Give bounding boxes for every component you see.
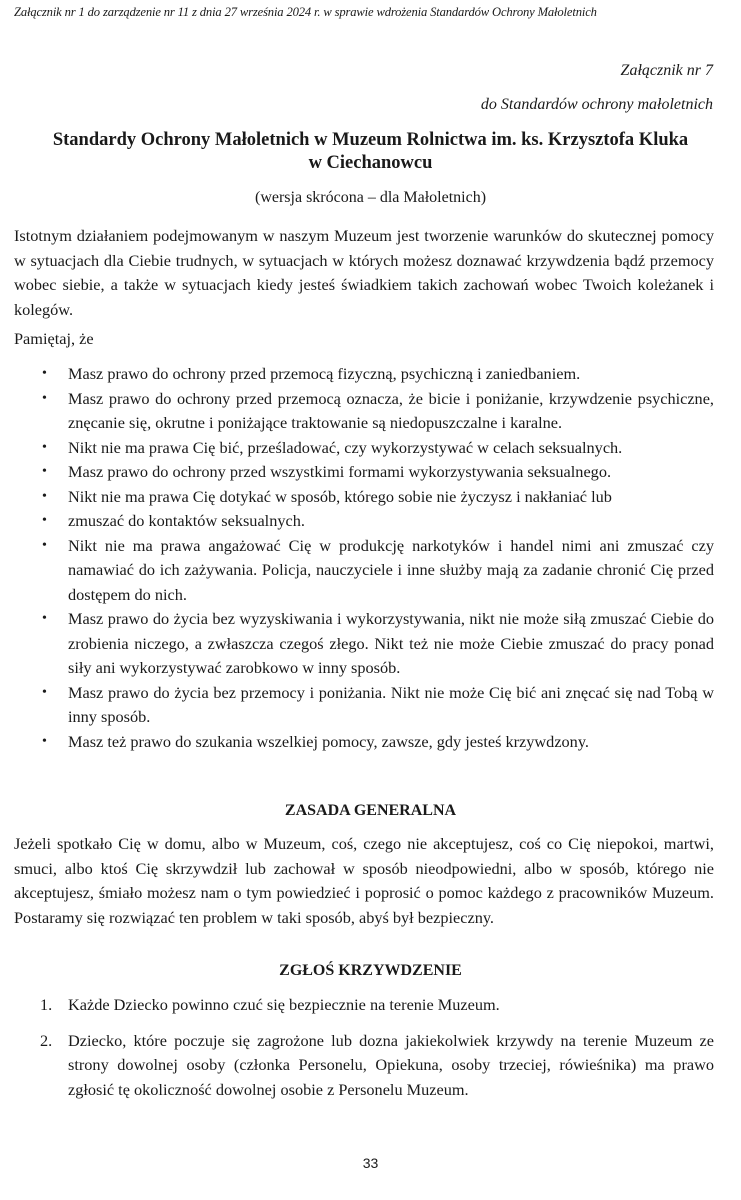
rights-list-item: • Masz prawo do ochrony przed przemocą oznacza, że bicie i poniżanie, krzywdzenie psychiczne, znęcanie się, okrutne i poniżające traktowanie są niedopuszczalne i karalne.	[42, 388, 714, 432]
rights-list-item: • Nikt nie ma prawa angażować Cię w produkcję narkotyków i handel nimi ani zmuszać czy namawiać do ich zażywania. Policja, nauczyciele i inne służby mają za zadanie chronić Cię przed dostępem do nich.	[42, 535, 714, 604]
document-subtitle: (wersja skrócona – dla Małoletnich)	[254, 189, 487, 206]
page-number: 33	[362, 1155, 379, 1171]
bullet-icon: •	[42, 684, 47, 700]
rights-list-item: • Nikt nie ma prawa Cię bić, prześladować, czy wykorzystywać w celach seksualnych.	[14, 436, 714, 461]
rights-list	[14, 362, 714, 754]
rights-list-item: • Masz prawo do ochrony przed przemocą fizyczną, psychiczną i zaniedbaniem.	[14, 362, 714, 387]
rights-list-item: • Masz też prawo do szukania wszelkiej pomocy, zawsze, gdy jesteś krzywdzony.	[14, 730, 714, 755]
rights-list-item: • Masz prawo do życia bez wyzyskiwania i wykorzystywania, nikt nie może siłą zmuszać Ciebie do zrobienia niczego, a zwłaszcza czegoś złego. Nikt też nie może Ciebie zmuszać do pracy ponad siły ani wykorzystywać zarobkowo w inny sposób.	[42, 609, 714, 677]
bullet-icon: •	[42, 488, 47, 504]
bullet-icon: •	[42, 513, 47, 528]
bullet-icon: •	[42, 439, 47, 455]
list-number: 1.	[40, 995, 53, 1014]
bullet-icon: •	[42, 390, 47, 406]
bullet-icon: •	[42, 464, 47, 479]
general-rule-heading: ZASADA GENERALNA	[284, 802, 457, 819]
list-number: 2.	[40, 1030, 53, 1050]
annex-reference: do Standardów ochrony małoletnich	[480, 96, 713, 113]
document-title	[0, 129, 741, 175]
annex-number: Załącznik nr 7	[620, 62, 713, 79]
rights-list-item: • Nikt nie ma prawa Cię dotykać w sposób, którego sobie nie życzysz i nakłaniać lub	[14, 485, 714, 510]
general-rule-paragraph: Jeżeli spotkało Cię w domu, albo w Muzeum, coś, czego nie akceptujesz, coś co Cię niepokoi, martwi, smuci, albo ktoś Cię skrzywdził lub zachował w sposób nieodpowiedni, albo w sposób, którego nie akceptujesz, śmiało możesz nam o tym powiedzieć i poprosić o pomoc każdego z pracowników Muzeum. Postaramy się rozwiązać ten problem w taki sposób, abyś był bezpieczny.	[14, 834, 714, 927]
bullet-icon: •	[42, 733, 47, 749]
bullet-icon: •	[42, 611, 47, 626]
bullet-icon: •	[42, 366, 47, 381]
rights-list-item: • zmuszać do kontaktów seksualnych.	[14, 509, 714, 534]
rights-list-item: • Masz prawo do ochrony przed wszystkimi formami wykorzystywania seksualnego.	[14, 460, 714, 485]
rights-list-item: • Masz prawo do życia bez przemocy i poniżania. Nikt nie może Cię bić ani znęcać się nad Tobą w inny sposób.	[42, 682, 714, 726]
report-list-item: 2. Dziecko, które poczuje się zagrożone lub dozna jakiekolwiek krzywdy na terenie Muzeum ze strony dowolnej osoby (członka Personelu, Opiekuna, osoby trzeciej, rówieśnika) ma prawo zgłosić tę okoliczność dowolnej osobie z Personelu Muzeum.	[40, 1030, 714, 1099]
bullet-icon: •	[42, 537, 47, 553]
report-list-item: 1. Każde Dziecko powinno czuć się bezpiecznie na terenie Muzeum.	[14, 993, 714, 1018]
report-harm-heading: ZGŁOŚ KRZYWDZENIE	[279, 962, 462, 979]
intro-paragraph: Istotnym działaniem podejmowanym w naszym Muzeum jest tworzenie warunków do skutecznej pomocy w sytuacjach dla Ciebie trudnych, w sytuacjach w których możesz doznawać krzywdzenia bądź przemocy wobec siebie, a także w sytuacjach kiedy jesteś świadkiem takich zachowań wobec Twoich koleżanek i kolegów.	[14, 226, 714, 319]
document-header-note: Załącznik nr 1 do zarządzenie nr 11 z dnia 27 września 2024 r. w sprawie wdrożenia Standardów Ochrony Małoletnich	[14, 5, 597, 19]
remember-label: Pamiętaj, że	[14, 329, 94, 348]
document-title-line-1: Standardy Ochrony Małoletnich w Muzeum Rolnictwa im. ks. Krzysztofa Kluka	[52, 130, 689, 150]
report-harm-list	[14, 993, 714, 1113]
document-title-line-2: w Ciechanowcu	[308, 153, 433, 173]
